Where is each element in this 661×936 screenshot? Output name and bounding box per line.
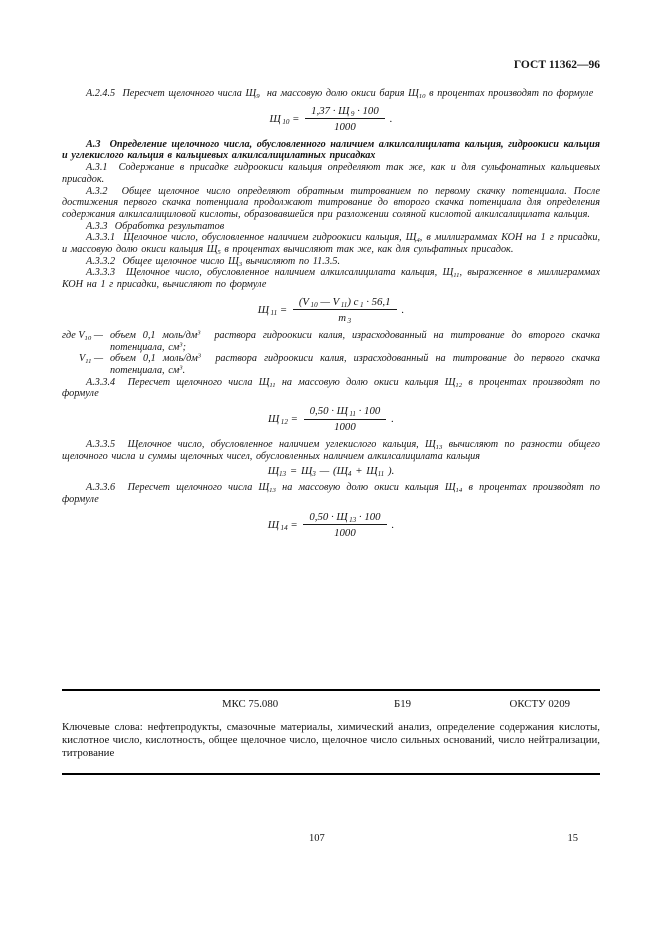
formula-shch-14: [62, 511, 600, 539]
formula-shch-12: [62, 405, 600, 433]
footer-bottom-rule: [62, 773, 600, 775]
formula-shch-11: [62, 296, 600, 324]
para-a2-4-5: А.2.4.5 Пересчет щелочного числа $Щ_9$ на массовую долю окиси бария $Щ_{10}$ в процентах производят по формуле: [86, 88, 594, 100]
definition-row: [62, 330, 600, 353]
fraction-denominator: 1000: [334, 120, 356, 133]
mks-code: МКС 75.080: [222, 697, 279, 710]
formula-punctuation: .: [389, 112, 393, 125]
formula-lhs: Щ $_{14}$ =: [267, 518, 301, 532]
para-a3-3-3: А.3.3.3 Щелочное число, обусловленное наличием алкилсалицилата кальция, $Щ_{11}$, выраженное в миллиграммах КОН на 1 г присадки, вычисляют по формуле: [62, 267, 601, 291]
formula-shch-13: $Щ_{13} = Щ_3$ — ($Щ_4 + Щ_{11}$ ).: [267, 465, 395, 479]
para-a3-3: А.3.3 Обработка результатов: [86, 220, 225, 232]
definition-list: [62, 330, 600, 377]
fraction: [304, 405, 387, 433]
formula-punctuation: .: [401, 303, 405, 316]
fraction: [305, 105, 385, 133]
fraction-numerator: (V $_{10}$ — V $_{11}$) c $_1$ · 56,1: [293, 296, 397, 311]
keywords-paragraph: Ключевые слова: нефтепродукты, смазочные материалы, химический анализ, определение содержания кислоты, кислотное число, кислотность, общее щелочное число, щелочное число сильных оснований, число нейтрализации, титрование: [62, 720, 600, 759]
fraction-numerator: 0,50 · Щ $_{13}$ · 100: [303, 511, 386, 526]
page-numbers: [62, 833, 600, 847]
group-code: Б19: [394, 697, 411, 710]
formula-punctuation: .: [391, 518, 395, 531]
definition-row: [62, 353, 600, 376]
para-a3-3-1: А.3.3.1 Щелочное число, обусловленное наличием гидроокиси кальция, $Щ_4$, в миллиграммах КОН на 1 г присадки, и массовую долю окиси кальция $Щ_5$ в процентах вычисляют так же, как для сульфатных присадок.: [62, 232, 601, 256]
fraction-numerator: 0,50 · Щ $_{11}$ · 100: [304, 405, 387, 420]
fraction: [293, 296, 397, 324]
formula-lhs: Щ $_{10}$ =: [269, 112, 303, 126]
okstu-code: ОКСТУ 0209: [509, 697, 570, 710]
doc-number: ГОСТ 11362—96: [513, 59, 600, 71]
fraction: [303, 511, 386, 539]
fraction-numerator: 1,37 · Щ $_9$ · 100: [305, 105, 385, 120]
footer-top-rule: [62, 689, 600, 691]
formula-lhs: Щ $_{12}$ =: [268, 413, 301, 427]
para-a3-3-6: А.3.3.6 Пересчет щелочного числа $Щ_{13}$ на массовую долю окиси кальция $Щ_{14}$ в процентах производят по формуле: [62, 482, 600, 506]
definition-text: объем 0,1 моль/$дм^3$ раствора гидроокиси калия, израсходованный на титрование до второго скачка потенциала, $см^3$;: [110, 329, 600, 353]
page-number-center: 107: [309, 832, 325, 844]
definition-term: $V_{11}$ —: [79, 353, 104, 366]
fraction-denominator: 1000: [334, 421, 356, 434]
fraction-denominator: 1000: [334, 526, 356, 539]
page-number-right: 15: [567, 832, 578, 844]
para-a3-3-2: А.3.3.2 Общее щелочное число $Щ_3$ вычисляют по 11.3.5.: [86, 255, 341, 268]
formula-shch-10: [62, 105, 600, 133]
definition-text: объем 0,1 моль/$дм^3$ раствора гидроокиси калия, израсходованный на титрование до первого скачка потенциала, $см^3$.: [110, 352, 600, 376]
definition-term: где $V_{10}$ —: [62, 329, 103, 342]
para-a3-3-4: А.3.3.4 Пересчет щелочного числа $Щ_{11}$ на массовую долю окиси кальция $Щ_{12}$ в процентах производят по формуле: [62, 376, 600, 400]
para-a3-3-5: А.3.3.5 Щелочное число, обусловленное наличием углекислого кальция, $Щ_{13}$ вычисляют по разности общего щелочного числа и суммы щелочных чисел, обусловленных наличием алкилсалицилата кальция: [62, 439, 600, 462]
para-a3-2: А.3.2 Общее щелочное число определяют обратным титрованием по первому скачку потенциала. После достижения первого скачка потенциала продолжают титрование до второго скачка потенциала для определения содержания алкилсалициловой кислоты, образовавшейся при разложении соляной кислотой алкилсалицилата кальция.: [62, 185, 600, 220]
para-a3-1: А.3.1 Содержание в присадке гидроокиси кальция определяют так же, как и для сульфонатных кальциевых присадок.: [62, 162, 600, 185]
page-header: [62, 58, 600, 72]
fraction-denominator: m $_3$: [338, 311, 352, 325]
classification-codes: [62, 697, 600, 711]
heading-a3: А.3 Определение щелочного числа, обусловленного наличием алкилсалицилата кальция, гидроокиси кальция и углекислого кальция в кальциевых алкилсалицилатных присадках: [62, 138, 600, 162]
formula-lhs: Щ $_{11}$ =: [257, 303, 290, 317]
formula-punctuation: .: [391, 413, 394, 426]
